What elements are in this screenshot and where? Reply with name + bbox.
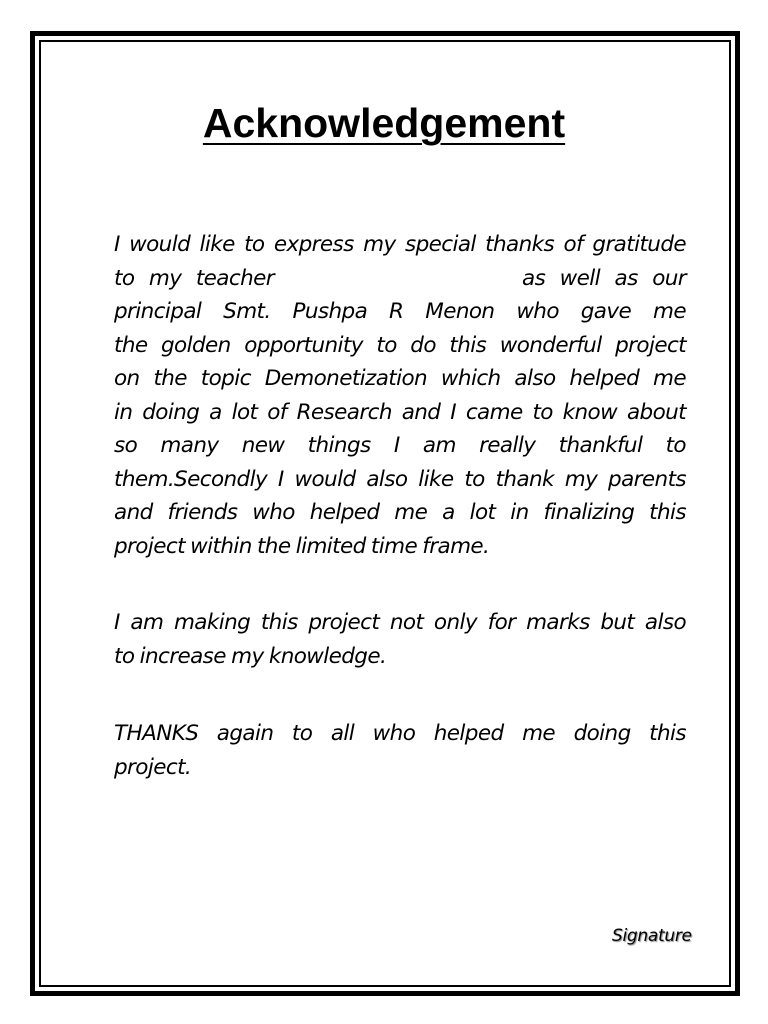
signature-label: Signature — [612, 926, 692, 946]
paragraph-line: project within the limited time frame. — [114, 533, 490, 559]
paragraph-fragment: as well as our — [522, 265, 687, 291]
paragraph-line: to increase my knowledge. — [114, 643, 387, 669]
paragraph-line: the golden opportunity to do this wonderful project — [114, 332, 686, 358]
paragraph-line: on the topic Demonetization which also helped me — [114, 366, 686, 391]
paragraph-line: in doing a lot of Research and I came to know about — [114, 399, 686, 425]
page-title-text: Acknowledgement — [202, 100, 566, 146]
page-title — [0, 98, 768, 148]
paragraph-line: principal Smt. Pushpa R Menon who gave me — [114, 299, 686, 324]
paragraph-line: them.Secondly I would also like to thank my parents — [114, 466, 686, 492]
paragraph-line: and friends who helped me a lot in finalizing this — [114, 500, 686, 525]
paragraph-gratitude — [114, 228, 686, 563]
paragraph-line: I would like to express my special thanks of gratitude — [114, 232, 686, 257]
paragraph-fragment: to my teacher — [114, 265, 274, 291]
paragraph-line: I am making this project not only for marks but also — [114, 610, 686, 635]
paragraph-line: project. — [114, 754, 192, 780]
paragraph-line-teacher — [114, 262, 686, 296]
paragraph-line: so many new things I am really thankful to — [114, 433, 686, 458]
paragraph-line: THANKS again to all who helped me doing this — [114, 721, 686, 746]
paragraph-purpose — [114, 606, 686, 673]
paragraph-thanks — [114, 717, 686, 784]
